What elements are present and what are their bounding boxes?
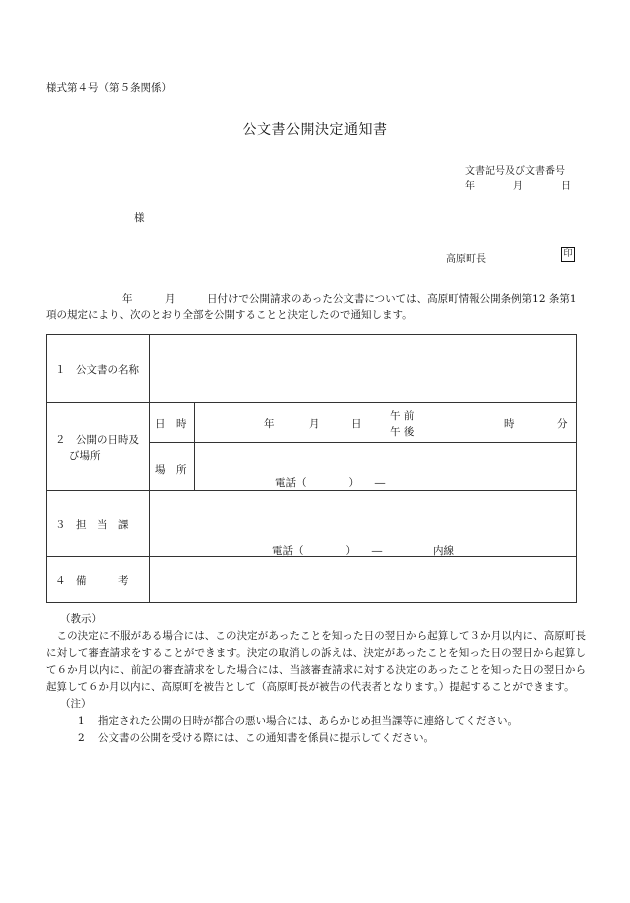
note-item-number: 2 <box>78 732 85 744</box>
table-rule <box>47 402 576 403</box>
datetime-am: 午 前 <box>390 410 415 422</box>
note-item-number: 1 <box>78 715 85 727</box>
row-remarks-label: ４ 備 考 <box>55 575 129 587</box>
datetime-minute: 分 <box>557 418 568 430</box>
intro-text-line1: 日付けで公開請求のあった公文書については、高原町情報公開条例第12 条第1 <box>207 293 577 305</box>
datetime-pm: 午 後 <box>390 426 415 438</box>
intro-date-year: 年 <box>122 293 133 305</box>
issue-date-year: 年 <box>465 181 475 192</box>
note-item-text: 指定された公開の日時が都合の悪い場合には、あらかじめ担当課等に連絡してください。 <box>98 715 518 727</box>
datetime-month: 月 <box>309 418 320 430</box>
notes-section <box>46 611 586 747</box>
row-department-label: ３ 担 当 課 <box>55 519 129 531</box>
table-rule <box>194 402 195 490</box>
issue-date-month: 月 <box>513 181 523 192</box>
department-phone: 電話（ ） ― <box>272 545 383 557</box>
form-number: 様式第４号（第５条関係） <box>46 82 172 94</box>
seal-mark: 印 <box>561 247 575 262</box>
datetime-year: 年 <box>264 418 275 430</box>
intro-text-line2: 項の規定により、次のとおり全部を公開することと決定したので通知します。 <box>46 309 413 321</box>
notice-table <box>46 334 577 603</box>
table-rule <box>149 442 576 443</box>
datetime-day: 日 <box>351 418 362 430</box>
note-heading: （注） <box>60 698 92 710</box>
document-reference-label: 文書記号及び文書番号 <box>465 166 565 177</box>
note-item-text: 公文書の公開を受ける際には、この通知書を係員に提示してください。 <box>98 732 434 744</box>
place-label: 場 所 <box>155 464 187 476</box>
department-extension: 内線 <box>433 545 454 557</box>
addressee-suffix: 様 <box>134 212 145 224</box>
table-rule <box>149 335 150 602</box>
note-item <box>78 730 586 747</box>
intro-date-month: 月 <box>165 293 176 305</box>
place-phone: 電話（ ） ― <box>275 477 386 489</box>
instruction-text: この決定に不服がある場合には、この決定があったことを知った日の翌日から起算して３か月以内に、高原町長に対して審査請求をすることができます。決定の取消しの訴えは、決定があったことを知った日の翌日から起算して６か月以内に、前記の審査請求をした場合には、当該審査請求に対する決定のあったことを知った日の翌日から起算して６か月以内に、高原町を被告として（高原町長が被告の代表者となります。）提起することができます。 <box>46 630 586 693</box>
row-document-name-label: １ 公文書の名称 <box>55 364 139 376</box>
instruction-heading: （教示） <box>60 613 102 625</box>
datetime-hour: 時 <box>504 418 515 430</box>
row-schedule-label-b: び場所 <box>69 450 101 462</box>
document-title: 公文書公開決定通知書 <box>242 122 388 138</box>
table-rule <box>47 490 576 491</box>
issuer-name: 高原町長 <box>446 254 486 265</box>
row-schedule-label-a: ２ 公開の日時及 <box>55 434 139 446</box>
issue-date-day: 日 <box>561 181 571 192</box>
note-item <box>78 713 586 730</box>
datetime-label: 日 時 <box>155 418 187 430</box>
